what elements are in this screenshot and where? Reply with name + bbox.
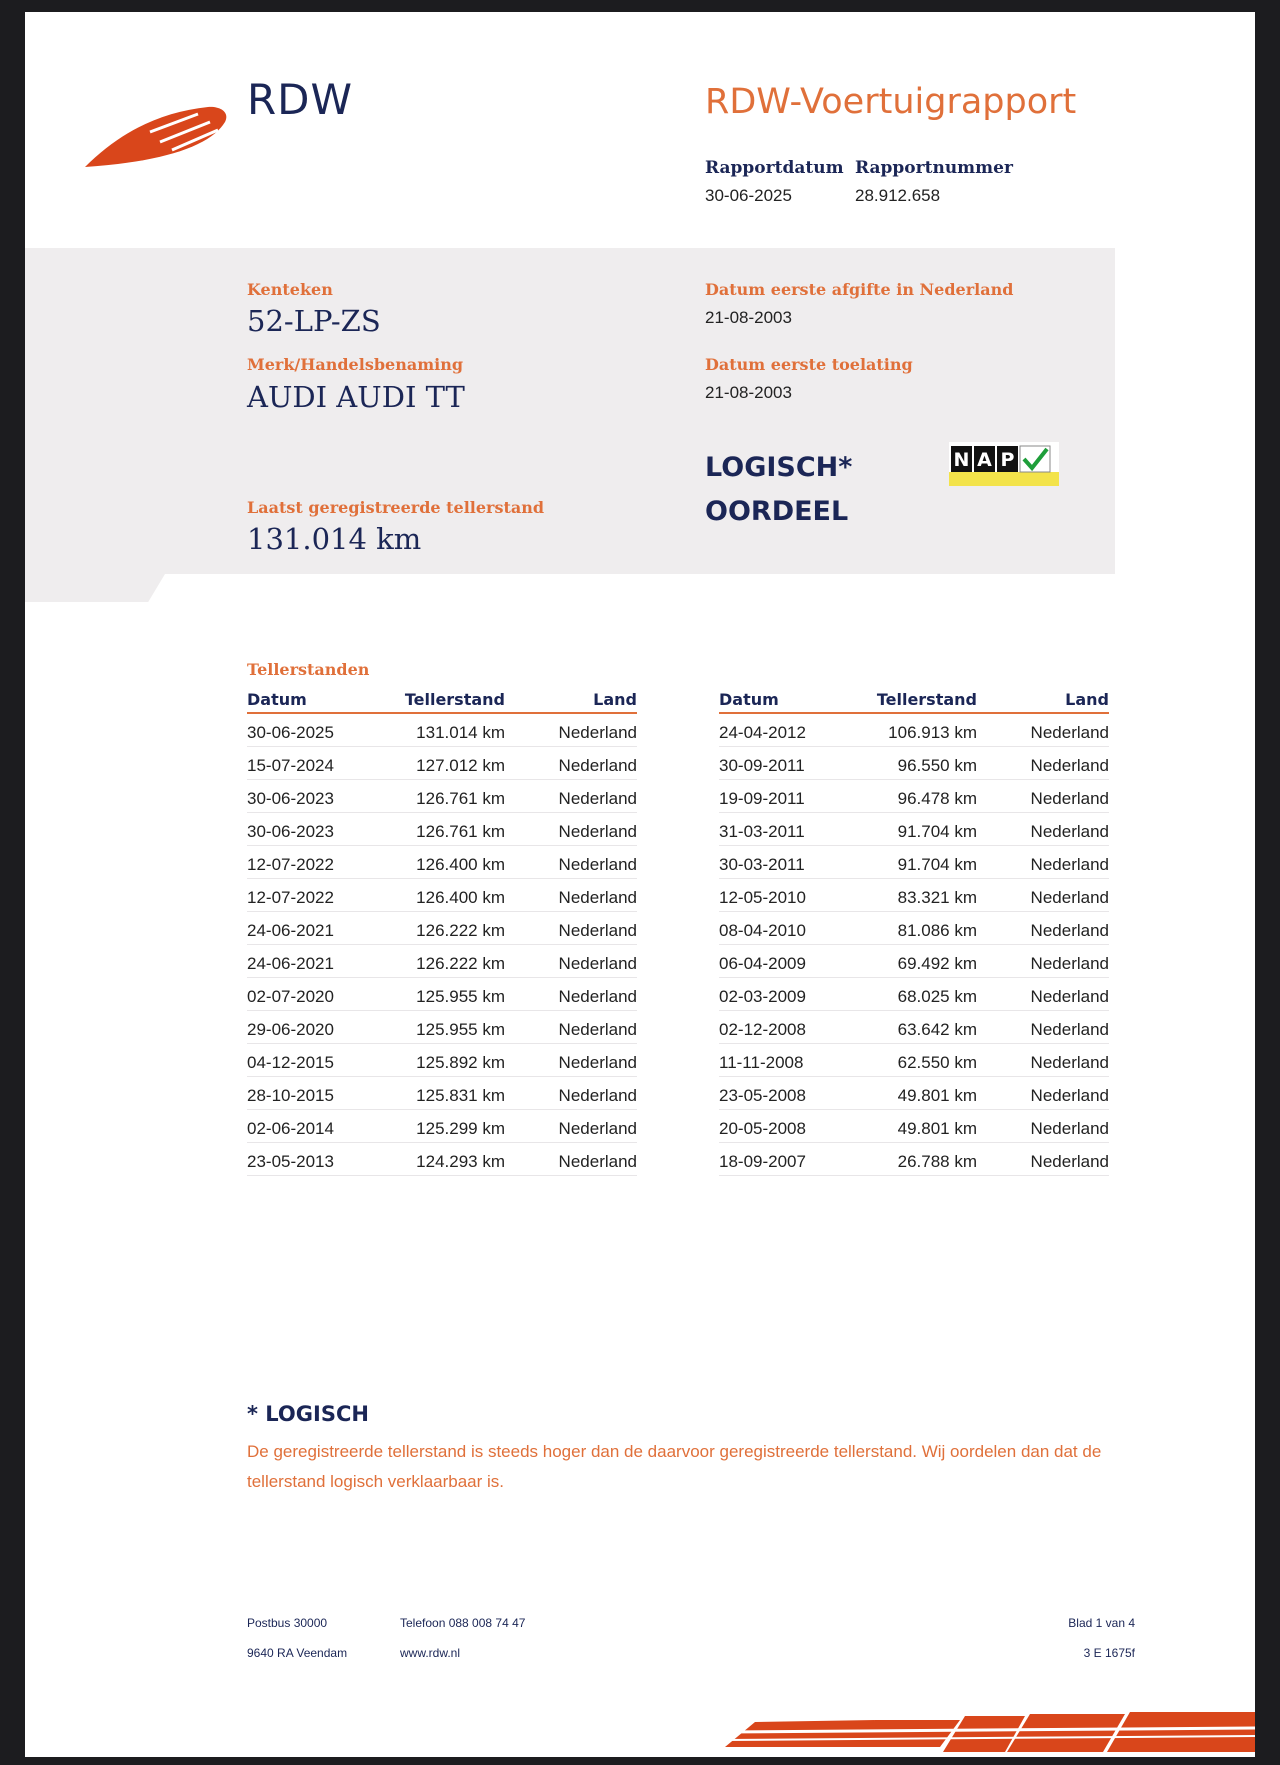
cell-odometer: 124.293 km — [416, 1152, 505, 1171]
table-row — [719, 747, 1109, 780]
report-number-label: Rapportnummer — [855, 158, 1013, 178]
table-row — [247, 945, 637, 978]
cell-odometer: 63.642 km — [897, 1020, 977, 1039]
cell-odometer: 106.913 km — [888, 723, 977, 742]
brand-name: RDW — [247, 75, 354, 124]
cell-date: 31-03-2011 — [719, 822, 805, 841]
odometer-label: Laatst geregistreerde tellerstand — [247, 498, 545, 517]
cell-country: Nederland — [1030, 1152, 1109, 1171]
cell-date: 06-04-2009 — [719, 954, 806, 973]
table-row — [247, 1110, 637, 1143]
cell-date: 23-05-2008 — [719, 1086, 806, 1105]
cell-odometer: 126.400 km — [416, 888, 505, 907]
table-row — [247, 1077, 637, 1110]
cell-date: 24-04-2012 — [719, 723, 806, 742]
brand-label: Merk/Handelsbenaming — [247, 355, 464, 374]
panel-tab-shape — [25, 574, 165, 602]
footer-phone: Telefoon 088 008 74 47 — [400, 1616, 526, 1630]
cell-odometer: 131.014 km — [416, 723, 505, 742]
table-header — [247, 684, 637, 714]
table-row — [247, 714, 637, 747]
table-row — [719, 1143, 1109, 1176]
table-row — [719, 879, 1109, 912]
table-row — [247, 1143, 637, 1176]
col-odometer: Tellerstand — [404, 690, 505, 709]
cell-country: Nederland — [558, 822, 637, 841]
cell-date: 23-05-2013 — [247, 1152, 334, 1171]
plate-label: Kenteken — [247, 280, 333, 299]
table-row — [719, 714, 1109, 747]
col-date: Datum — [719, 690, 779, 709]
table-row — [247, 780, 637, 813]
cell-country: Nederland — [1030, 855, 1109, 874]
cell-odometer: 127.012 km — [416, 756, 505, 775]
table-row — [247, 879, 637, 912]
cell-date: 02-06-2014 — [247, 1119, 334, 1138]
col-date: Datum — [247, 690, 307, 709]
table-row — [247, 1044, 637, 1077]
report-page — [25, 12, 1255, 1757]
odometer-value: 131.014 km — [247, 522, 422, 556]
cell-country: Nederland — [558, 1152, 637, 1171]
first-nl-value: 21-08-2003 — [705, 308, 792, 327]
cell-date: 24-06-2021 — [247, 954, 334, 973]
first-nl-label: Datum eerste afgifte in Nederland — [705, 280, 1014, 299]
cell-country: Nederland — [1030, 954, 1109, 973]
table-row — [719, 912, 1109, 945]
cell-country: Nederland — [558, 921, 637, 940]
cell-odometer: 125.299 km — [416, 1119, 505, 1138]
cell-country: Nederland — [1030, 723, 1109, 742]
readings-title: Tellerstanden — [247, 660, 370, 679]
cell-odometer: 81.086 km — [897, 921, 977, 940]
table-row — [247, 846, 637, 879]
cell-date: 28-10-2015 — [247, 1086, 334, 1105]
table-row — [719, 780, 1109, 813]
brand-value: AUDI AUDI TT — [247, 380, 465, 414]
cell-odometer: 26.788 km — [897, 1152, 977, 1171]
cell-country: Nederland — [558, 756, 637, 775]
footer-website[interactable]: www.rdw.nl — [400, 1646, 461, 1660]
table-row — [719, 1110, 1109, 1143]
cell-odometer: 91.704 km — [897, 822, 977, 841]
readings-table-left — [247, 684, 637, 1176]
cell-odometer: 125.955 km — [416, 987, 505, 1006]
nap-letter-n: N — [953, 449, 970, 471]
cell-country: Nederland — [1030, 1053, 1109, 1072]
cell-odometer: 125.955 km — [416, 1020, 505, 1039]
cell-country: Nederland — [1030, 888, 1109, 907]
col-odometer: Tellerstand — [876, 690, 977, 709]
footer-address-1: Postbus 30000 — [247, 1616, 328, 1630]
cell-date: 04-12-2015 — [247, 1053, 334, 1072]
cell-date: 15-07-2024 — [247, 756, 334, 775]
cell-date: 02-03-2009 — [719, 987, 806, 1006]
cell-date: 20-05-2008 — [719, 1119, 806, 1138]
cell-country: Nederland — [558, 855, 637, 874]
cell-country: Nederland — [1030, 1086, 1109, 1105]
cell-country: Nederland — [1030, 1119, 1109, 1138]
cell-country: Nederland — [558, 1119, 637, 1138]
cell-date: 30-03-2011 — [719, 855, 805, 874]
cell-odometer: 96.478 km — [897, 789, 977, 808]
table-row — [247, 747, 637, 780]
cell-date: 12-07-2022 — [247, 855, 334, 874]
cell-odometer: 69.492 km — [897, 954, 977, 973]
cell-date: 02-07-2020 — [247, 987, 334, 1006]
rdw-logo-icon — [80, 92, 230, 182]
footer-address-2: 9640 RA Veendam — [247, 1646, 348, 1660]
cell-date: 29-06-2020 — [247, 1020, 334, 1039]
cell-odometer: 96.550 km — [897, 756, 977, 775]
cell-country: Nederland — [558, 1086, 637, 1105]
nap-checkmark-icon — [949, 442, 1059, 486]
table-row — [247, 1011, 637, 1044]
cell-country: Nederland — [558, 954, 637, 973]
cell-odometer: 49.801 km — [897, 1086, 977, 1105]
cell-date: 19-09-2011 — [719, 789, 805, 808]
verdict-line-2: OORDEEL — [705, 496, 849, 527]
readings-table-right — [719, 684, 1109, 1176]
cell-country: Nederland — [1030, 1020, 1109, 1039]
cell-date: 30-06-2023 — [247, 789, 334, 808]
report-number: 28.912.658 — [855, 186, 941, 205]
cell-odometer: 126.761 km — [416, 822, 505, 841]
cell-country: Nederland — [558, 1053, 637, 1072]
cell-odometer: 126.761 km — [416, 789, 505, 808]
cell-odometer: 126.222 km — [416, 921, 505, 940]
report-date-label: Rapportdatum — [705, 158, 844, 178]
table-row — [719, 945, 1109, 978]
report-date: 30-06-2025 — [705, 186, 792, 205]
plate-value: 52-LP-ZS — [247, 304, 381, 338]
rdw-stripes-graphic — [725, 1702, 1255, 1757]
cell-date: 30-09-2011 — [719, 756, 805, 775]
table-row — [719, 978, 1109, 1011]
verdict-line-1: LOGISCH* — [705, 452, 853, 483]
cell-date: 12-05-2010 — [719, 888, 806, 907]
cell-odometer: 68.025 km — [897, 987, 977, 1006]
verdict — [705, 446, 852, 534]
nap-letter-a: A — [977, 449, 992, 471]
cell-country: Nederland — [1030, 756, 1109, 775]
cell-country: Nederland — [558, 789, 637, 808]
cell-odometer: 49.801 km — [897, 1119, 977, 1138]
cell-date: 11-11-2008 — [719, 1053, 804, 1072]
first-admission-value: 21-08-2003 — [705, 383, 792, 402]
cell-odometer: 62.550 km — [897, 1053, 977, 1072]
cell-country: Nederland — [1030, 987, 1109, 1006]
footer-page-number: Blad 1 van 4 — [1068, 1616, 1135, 1630]
cell-date: 18-09-2007 — [719, 1152, 806, 1171]
report-title: RDW-Voertuigrapport — [705, 82, 1077, 122]
table-row — [247, 978, 637, 1011]
table-row — [719, 1077, 1109, 1110]
table-row — [719, 1011, 1109, 1044]
note-title: * LOGISCH — [247, 1402, 369, 1426]
table-row — [719, 813, 1109, 846]
cell-date: 08-04-2010 — [719, 921, 806, 940]
col-country: Land — [1065, 690, 1109, 709]
col-country: Land — [593, 690, 637, 709]
cell-date: 30-06-2025 — [247, 723, 334, 742]
cell-odometer: 126.400 km — [416, 855, 505, 874]
cell-odometer: 125.831 km — [416, 1086, 505, 1105]
cell-country: Nederland — [558, 888, 637, 907]
cell-date: 30-06-2023 — [247, 822, 334, 841]
cell-country: Nederland — [558, 723, 637, 742]
table-row — [719, 1044, 1109, 1077]
first-admission-label: Datum eerste toelating — [705, 355, 913, 374]
cell-odometer: 83.321 km — [897, 888, 977, 907]
cell-date: 24-06-2021 — [247, 921, 334, 940]
table-header — [719, 684, 1109, 714]
cell-odometer: 126.222 km — [416, 954, 505, 973]
cell-country: Nederland — [558, 987, 637, 1006]
table-row — [247, 813, 637, 846]
note-text: De geregistreerde tellerstand is steeds hoger dan de daarvoor geregistreerde tellerstand. Wij oordelen dan dat de tellerstand logisch verklaarbaar is. — [247, 1442, 1102, 1491]
nap-letter-p: P — [1000, 449, 1015, 471]
footer-code: 3 E 1675f — [1083, 1646, 1135, 1660]
cell-country: Nederland — [558, 1020, 637, 1039]
cell-country: Nederland — [1030, 789, 1109, 808]
cell-odometer: 91.704 km — [897, 855, 977, 874]
cell-date: 12-07-2022 — [247, 888, 334, 907]
table-row — [719, 846, 1109, 879]
table-row — [247, 912, 637, 945]
cell-date: 02-12-2008 — [719, 1020, 806, 1039]
cell-country: Nederland — [1030, 822, 1109, 841]
cell-country: Nederland — [1030, 921, 1109, 940]
cell-odometer: 125.892 km — [416, 1053, 505, 1072]
